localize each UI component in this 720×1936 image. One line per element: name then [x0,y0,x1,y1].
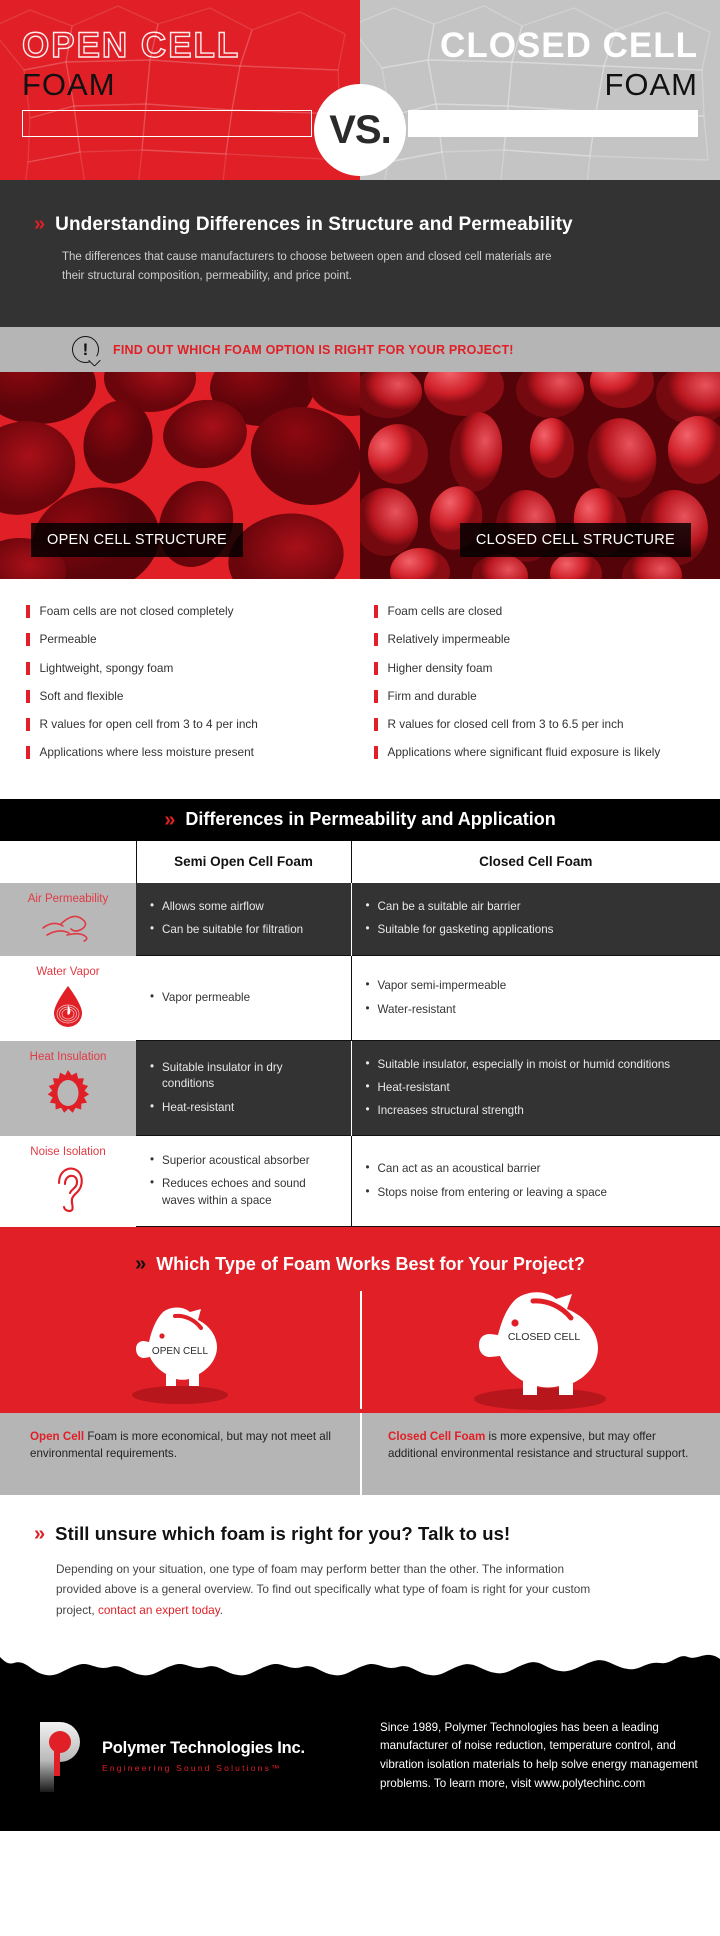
piggy-open-label: OPEN CELL [151,1346,209,1358]
row-label-text: Heat Insulation [29,1050,107,1063]
bullet-text: Higher density foam [387,660,493,675]
cell-bullet: • Can be suitable for filtration [150,922,337,938]
bullet-marker-icon [374,718,378,731]
row-label-air-permeability [0,883,136,956]
piggy-heading: Which Type of Foam Works Best for Your Project? [156,1253,585,1274]
bullet-marker-icon [374,633,378,646]
open-cell-structure-label: OPEN CELL STRUCTURE [31,523,243,557]
open-cell-bullet-list [0,603,360,773]
table-row [0,1041,720,1136]
intro-section [0,180,720,327]
unsure-section [0,1495,720,1643]
closed-cell-bullet-list [360,603,720,773]
piggy-note-open-rest: Foam is more economical, but may not meet all environmental requirements. [30,1430,331,1460]
cell-closed-air [351,883,720,956]
list-item [374,631,704,647]
bullet-text: Lightweight, spongy foam [39,660,174,675]
row-label-text: Water Vapor [36,965,100,978]
unsure-body-part1: Depending on your situation, one type of foam may perform better than the other. The information provided above is a general overview. To find out specifically what type of foam is right for your custom project, [56,1562,591,1617]
cell-bullet: • Heat-resistant [366,1080,707,1096]
cell-closed-water [351,956,720,1041]
chevron-double-right-icon: » [135,1253,147,1276]
footer-tagline: Engineering Sound Solutions™ [102,1763,282,1774]
piggy-closed-label: CLOSED CELL [507,1331,581,1344]
piggy-bank-small-icon [119,1292,241,1404]
column-header-semi-open: Semi Open Cell Foam [136,841,351,883]
cell-bullet: • Can be a suitable air barrier [366,899,707,915]
piggy-note-open-accent: Open Cell [30,1430,85,1444]
intro-heading: Understanding Differences in Structure and Permeability [55,214,573,235]
hero-closed-cell-panel [360,0,720,180]
list-item [374,716,704,732]
cell-bullet: • Increases structural strength [366,1103,707,1119]
intro-body: The differences that cause manufacturers to choose between open and closed cell materials are their structural composition, permeability, and price point. [62,251,552,282]
row-label-text: Noise Isolation [30,1145,106,1158]
piggy-heading-row [0,1245,720,1283]
bullet-text: Applications where less moisture present [39,745,254,760]
list-item [26,660,344,676]
piggy-note-closed-rest: is more expensive, but may offer additional environmental resistance and structural support. [388,1430,689,1460]
torn-edge-divider [0,1643,720,1681]
unsure-body-part2: . [219,1602,224,1617]
cell-bullet: • Can act as an acoustical barrier [366,1161,707,1177]
table-heading: Differences in Permeability and Application [185,809,556,830]
cell-bullet: • Vapor permeable [150,990,337,1006]
list-item [26,631,344,647]
sun-icon [42,1068,94,1124]
footer-body: Since 1989, Polymer Technologies has been a leading manufacturer of noise reduction, temperature control, and vibration isolation materials to help solve energy management problems. To learn more, visit www.polytechinc.com [380,1720,698,1790]
hero-closed-bar [408,110,698,137]
vs-badge [314,84,406,176]
footer-logo-block [30,1714,370,1798]
closed-cell-structure-image [360,372,720,579]
hero-open-subtitle: FOAM [22,67,116,102]
cell-semi-open-noise [136,1136,351,1227]
bullet-text: Foam cells are closed [387,604,503,618]
list-item [374,660,704,676]
contact-expert-link[interactable]: contact an expert today [97,1602,220,1617]
cell-bullet: • Allows some airflow [150,899,337,915]
footer-company-name: Polymer Technologies Inc. [102,1739,305,1758]
open-cell-structure-image [0,372,360,579]
list-item [374,688,704,704]
bullet-marker-icon [26,746,30,759]
cell-bullet: • Suitable insulator in dry conditions [150,1060,337,1092]
piggy-bank-large-icon [454,1285,626,1411]
bullet-comparison [0,579,720,799]
airflow-icon [37,910,99,944]
list-item [26,744,344,760]
chevron-double-right-icon: » [164,808,176,831]
water-drop-icon [48,983,88,1029]
polymer-p-logo-icon [30,1714,88,1798]
cell-bullet: • Reduces echoes and sound waves within a space [150,1176,337,1208]
cell-bullet: • Suitable for gasketing applications [366,922,707,938]
table-row [0,1136,720,1227]
bullet-text: R values for closed cell from 3 to 6.5 per inch [387,717,624,732]
cell-semi-open-water [136,956,351,1041]
piggy-open-cell [0,1283,360,1413]
list-item [26,716,344,732]
closed-cell-structure-label: CLOSED CELL STRUCTURE [460,523,691,557]
piggy-notes-divider [360,1413,362,1495]
bullet-text: Foam cells are not closed completely [39,604,234,618]
unsure-heading: Still unsure which foam is right for you? Talk to us! [55,1523,511,1545]
list-item [374,744,704,760]
cell-semi-open-air [136,883,351,956]
unsure-body [56,1559,611,1620]
hero-banner [0,0,720,180]
list-item [26,688,344,704]
bullet-text: R values for open cell from 3 to 4 per inch [39,717,258,732]
unsure-heading-row [34,1523,686,1545]
list-item [374,603,704,619]
bullet-text: Firm and durable [387,688,477,703]
row-label-water-vapor [0,956,136,1041]
ear-icon [48,1163,88,1215]
bullet-marker-icon [26,633,30,646]
piggy-note-open [0,1413,360,1495]
bullet-marker-icon [374,690,378,703]
hero-closed-title: CLOSED CELL [440,26,698,65]
row-label-noise-isolation [0,1136,136,1227]
bullet-marker-icon [374,746,378,759]
bullet-marker-icon [374,662,378,675]
chevron-double-right-icon: » [34,213,46,235]
piggy-note-closed [360,1413,720,1495]
list-item [26,603,344,619]
table-row [0,956,720,1041]
cell-closed-heat [351,1041,720,1136]
cta-text[interactable]: FIND OUT WHICH FOAM OPTION IS RIGHT FOR YOUR PROJECT! [113,342,514,357]
structure-images [0,372,720,579]
bullet-text: Permeable [39,632,97,647]
cell-semi-open-heat [136,1041,351,1136]
hero-open-title: OPEN CELL [22,26,241,65]
bullet-text: Applications where significant fluid exposure is likely [387,745,661,760]
footer [0,1681,720,1831]
table-row [0,883,720,956]
cell-bullet: • Stops noise from entering or leaving a space [366,1185,707,1201]
cell-bullet: • Water-resistant [366,1002,707,1018]
piggy-closed-cell [360,1283,720,1413]
bullet-marker-icon [374,605,378,618]
column-header-closed: Closed Cell Foam [351,841,720,883]
piggy-illustrations [0,1283,720,1413]
cell-bullet: • Superior acoustical absorber [150,1153,337,1169]
exclamation-circle-icon [72,336,99,363]
bullet-marker-icon [26,662,30,675]
comparison-table [0,841,720,1228]
piggy-notes [0,1413,720,1495]
row-label-heat-insulation [0,1041,136,1136]
bullet-marker-icon [26,718,30,731]
cell-bullet: • Heat-resistant [150,1100,337,1116]
hero-open-bar [22,110,312,137]
table-header-row [0,841,720,883]
piggy-section [0,1227,720,1495]
cell-closed-noise [351,1136,720,1227]
bullet-marker-icon [26,605,30,618]
table-heading-bar [0,799,720,841]
table-corner-cell [0,841,136,883]
bullet-marker-icon [26,690,30,703]
chevron-double-right-icon: » [34,1523,46,1546]
bullet-text: Relatively impermeable [387,632,511,647]
cta-bar[interactable] [0,327,720,372]
cell-bullet: • Suitable insulator, especially in moist or humid conditions [366,1057,707,1073]
row-label-text: Air Permeability [27,892,109,905]
intro-heading-row [34,214,686,236]
vs-label: VS. [329,107,391,152]
bullet-text: Soft and flexible [39,688,124,703]
hero-open-cell-panel [0,0,360,180]
hero-closed-subtitle: FOAM [604,67,698,102]
cell-bullet: • Vapor semi-impermeable [366,978,707,994]
piggy-note-closed-accent: Closed Cell Foam [388,1430,486,1444]
